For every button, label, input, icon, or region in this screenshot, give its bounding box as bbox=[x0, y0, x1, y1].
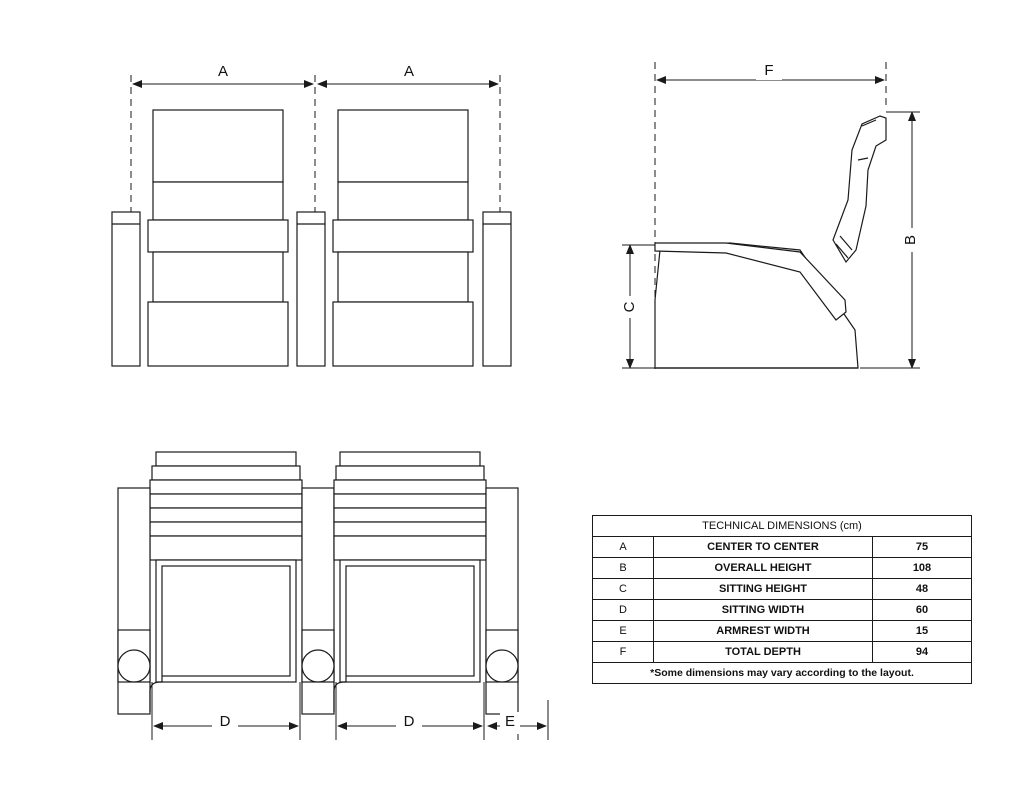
front-view-dim-a2: A bbox=[403, 62, 415, 80]
row-name: SITTING WIDTH bbox=[654, 600, 873, 621]
row-code: E bbox=[593, 621, 654, 642]
side-view-dim-c: C bbox=[620, 301, 638, 313]
top-view-dim-d1: D bbox=[219, 712, 231, 730]
row-name: OVERALL HEIGHT bbox=[654, 558, 873, 579]
row-value: 15 bbox=[873, 621, 972, 642]
row-value: 75 bbox=[873, 537, 972, 558]
top-view-dim-e: E bbox=[504, 712, 516, 730]
table-note-row bbox=[593, 663, 972, 684]
row-code: F bbox=[593, 642, 654, 663]
side-view-dim-b: B bbox=[901, 234, 919, 246]
row-name: TOTAL DEPTH bbox=[654, 642, 873, 663]
table-title-row bbox=[593, 516, 972, 537]
row-name: ARMREST WIDTH bbox=[654, 621, 873, 642]
row-code: B bbox=[593, 558, 654, 579]
row-value: 60 bbox=[873, 600, 972, 621]
table-row bbox=[593, 642, 972, 663]
row-name: CENTER TO CENTER bbox=[654, 537, 873, 558]
row-value: 94 bbox=[873, 642, 972, 663]
top-view-dim-d2: D bbox=[403, 712, 415, 730]
row-code: C bbox=[593, 579, 654, 600]
row-code: D bbox=[593, 600, 654, 621]
table-row bbox=[593, 537, 972, 558]
front-view-dim-a1: A bbox=[217, 62, 229, 80]
row-name: SITTING HEIGHT bbox=[654, 579, 873, 600]
row-code: A bbox=[593, 537, 654, 558]
technical-dimensions-table bbox=[592, 515, 972, 684]
table-row bbox=[593, 579, 972, 600]
table-row bbox=[593, 621, 972, 642]
side-view bbox=[620, 60, 922, 370]
side-view-dim-f: F bbox=[764, 61, 774, 79]
front-view bbox=[112, 60, 511, 366]
table-row bbox=[593, 600, 972, 621]
table-title: TECHNICAL DIMENSIONS (cm) bbox=[593, 516, 972, 537]
table-note: *Some dimensions may vary according to the layout. bbox=[593, 663, 972, 684]
table-row bbox=[593, 558, 972, 579]
top-view bbox=[118, 452, 548, 740]
row-value: 108 bbox=[873, 558, 972, 579]
row-value: 48 bbox=[873, 579, 972, 600]
